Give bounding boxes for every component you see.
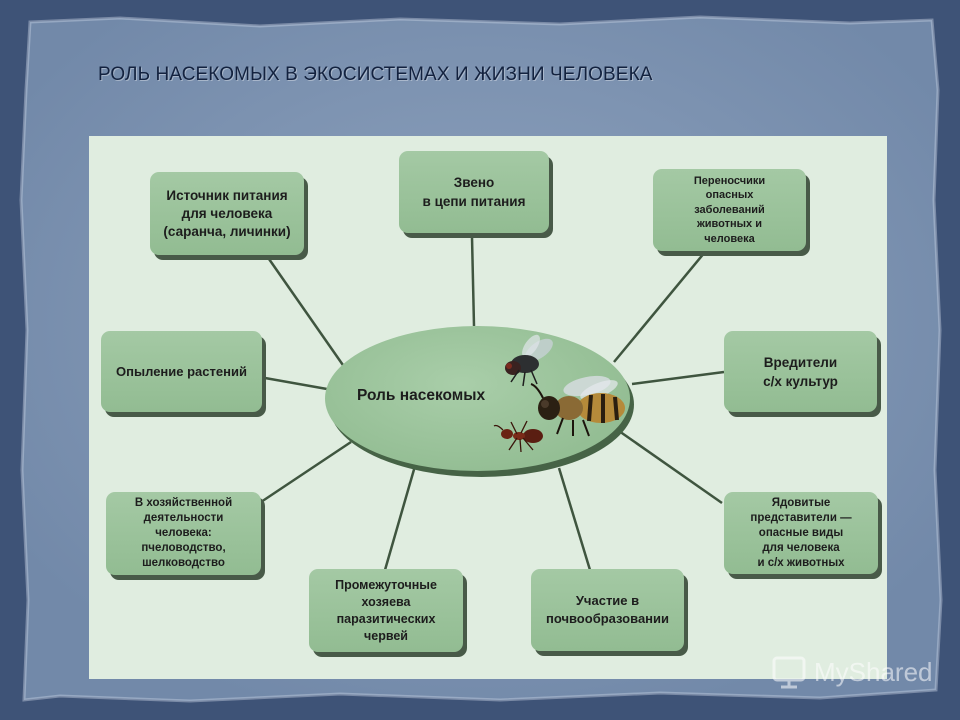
watermark-text: MyShared <box>814 656 933 687</box>
watermark <box>770 654 933 690</box>
diagram-panel <box>89 136 887 679</box>
node-pollination: Опыление растений <box>101 331 262 412</box>
node-intermediate-hosts: Промежуточные хозяева паразитических червей <box>309 569 463 652</box>
node-disease-carriers: Переносчики опасных заболеваний животных и человека <box>653 169 806 251</box>
node-economic-activity: В хозяйственной деятельности человека: пчеловодство, шелководство <box>106 492 261 575</box>
node-venomous: Ядовитые представители — опасные виды для человека и с/х животных <box>724 492 878 574</box>
ant-icon <box>493 418 547 454</box>
slide-title: РОЛЬ НАСЕКОМЫХ В ЭКОСИСТЕМАХ И ЖИЗНИ ЧЕЛОВЕКА <box>98 64 653 85</box>
node-crop-pests: Вредители с/х культур <box>724 331 877 412</box>
monitor-icon <box>770 654 810 690</box>
center-label: Роль насекомых <box>357 387 486 404</box>
node-food-source: Источник питания для человека (саранча, личинки) <box>150 172 304 255</box>
node-soil-formation: Участие в почвообразовании <box>531 569 684 651</box>
node-food-chain: Звено в цепи питания <box>399 151 549 233</box>
